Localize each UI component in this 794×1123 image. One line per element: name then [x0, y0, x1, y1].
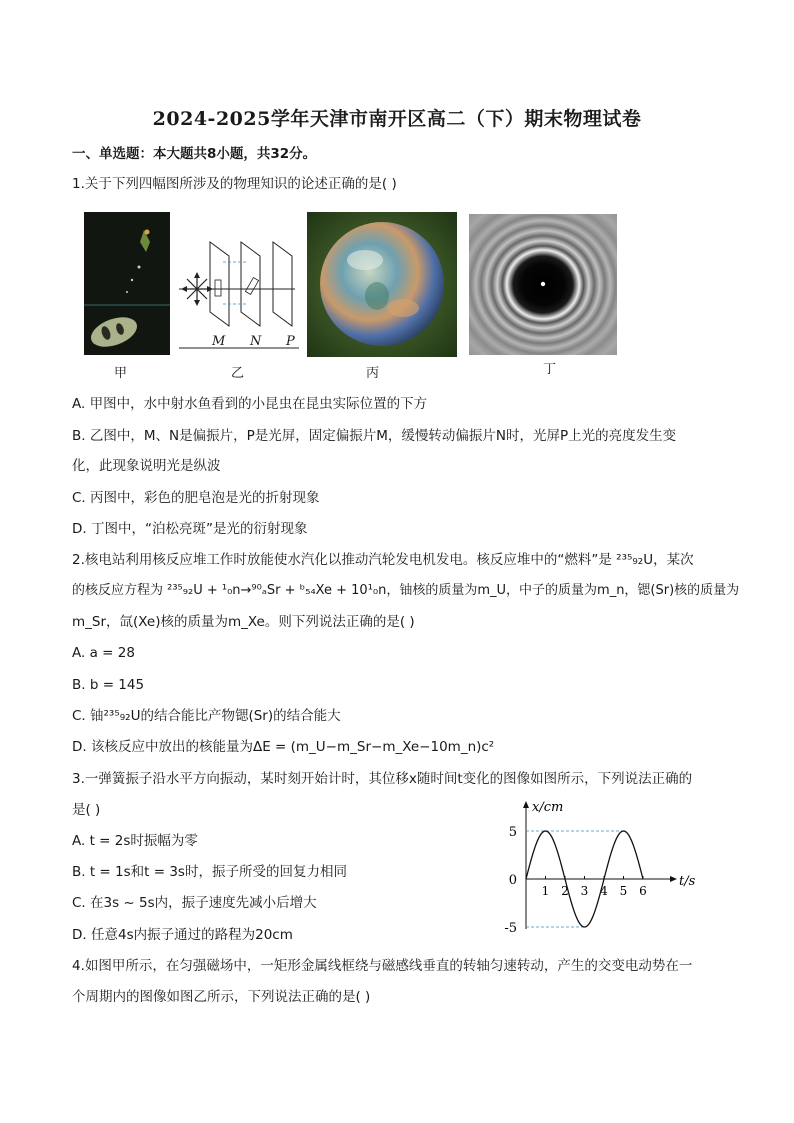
q1-figure-bing-soap-bubble — [307, 212, 457, 357]
x-tick-label: 5 — [619, 884, 628, 898]
q1-option-a: A. 甲图中，水中射水鱼看到的小昆虫在昆虫实际位置的下方 — [72, 396, 428, 412]
q3-option-a: A. t = 2s时振幅为零 — [72, 833, 198, 849]
q1-option-c: C. 丙图中，彩色的肥皂泡是光的折射现象 — [72, 490, 320, 506]
q2-option-c: C. 铀²³⁵₉₂U的结合能比产物锶(Sr)的结合能大 — [72, 708, 341, 724]
q3-option-d: D. 任意4s内振子通过的路程为20cm — [72, 927, 293, 943]
y-axis-arrow — [523, 801, 529, 808]
caption-bing: 丙 — [366, 366, 380, 381]
x-tick-label: 2 — [561, 884, 569, 898]
q2-option-b: B. b = 145 — [72, 677, 145, 693]
q1-stem: 1.关于下列四幅图所涉及的物理知识的论述正确的是( ) — [72, 176, 397, 192]
q3-stem-line2: 是( ) — [72, 802, 101, 818]
x-tick-label: 4 — [600, 884, 608, 898]
x-tick-label: 6 — [639, 884, 647, 898]
y-tick-label: 0 — [508, 873, 517, 888]
q2-option-a: A. a = 28 — [72, 645, 135, 661]
q1-option-b: B. 乙图中，M、N是偏振片，P是光屏，固定偏振片M，缓慢转动偏振片N时，光屏P上光的亮度发生变 — [72, 428, 677, 444]
q3-displacement-time-chart — [500, 795, 710, 945]
q3-option-b: B. t = 1s和t = 3s时，振子所受的回复力相同 — [72, 864, 347, 880]
q1-figure-yi-polarizers — [177, 234, 301, 352]
y-axis-label: x/cm — [532, 800, 564, 815]
caption-ding: 丁 — [543, 362, 557, 377]
q4-stem-line1: 4.如图甲所示，在匀强磁场中，一矩形金属线框绕与磁感线垂直的转轴匀速转动，产生的交变电动势在一 — [72, 958, 693, 974]
x-axis-label: t/s — [679, 874, 696, 889]
label-polarizer-m: M — [212, 334, 226, 349]
y-tick-label: 5 — [508, 825, 517, 840]
q2-stem-line1: 2.核电站利用核反应堆工作时放能使水汽化以推动汽轮发电机发电。核反应堆中的“燃料”是 ²³⁵₉₂U，某次 — [72, 552, 694, 568]
section-heading: 一、单选题：本大题共8小题，共32分。 — [72, 146, 317, 162]
q4-stem-line2: 个周期内的图像如图乙所示，下列说法正确的是( ) — [72, 989, 371, 1005]
q1-figure-ding-poisson-spot — [469, 214, 617, 355]
x-tick-label: 1 — [541, 884, 550, 898]
x-tick-label: 3 — [580, 884, 589, 898]
x-axis-arrow — [670, 876, 677, 882]
caption-jia: 甲 — [114, 366, 128, 381]
q2-stem-line2: 的核反应方程为 ²³⁵₉₂U + ¹₀n→⁹⁰ₐSr + ᵇ₅₄Xe + 10¹₀n，铀核的质量为m_U，中子的质量为m_n，锶(Sr)核的质量为 — [72, 583, 740, 598]
q3-option-c: C. 在3s ~ 5s内，振子速度先减小后增大 — [72, 895, 317, 911]
q2-stem-line3: m_Sr，氙(Xe)核的质量为m_Xe。则下列说法正确的是( ) — [72, 614, 415, 630]
paper-title: 2024-2025学年天津市南开区高二（下）期末物理试卷 — [152, 108, 642, 130]
q1-option-b-cont: 化，此现象说明光是纵波 — [72, 458, 221, 474]
q1-figure-jia-photo — [84, 212, 170, 355]
label-polarizer-n: N — [250, 334, 262, 349]
q2-option-d: D. 该核反应中放出的核能量为ΔE = (m_U−m_Sr−m_Xe−10m_n)c² — [72, 739, 495, 755]
q3-stem-line1: 3.一弹簧振子沿水平方向振动，某时刻开始计时，其位移x随时间t变化的图像如图所示，下列说法正确的 — [72, 771, 693, 787]
y-tick-label: -5 — [504, 921, 517, 936]
q1-option-d: D. 丁图中，“泊松亮斑”是光的衍射现象 — [72, 521, 308, 537]
label-screen-p: P — [286, 334, 295, 349]
caption-yi: 乙 — [231, 366, 245, 381]
